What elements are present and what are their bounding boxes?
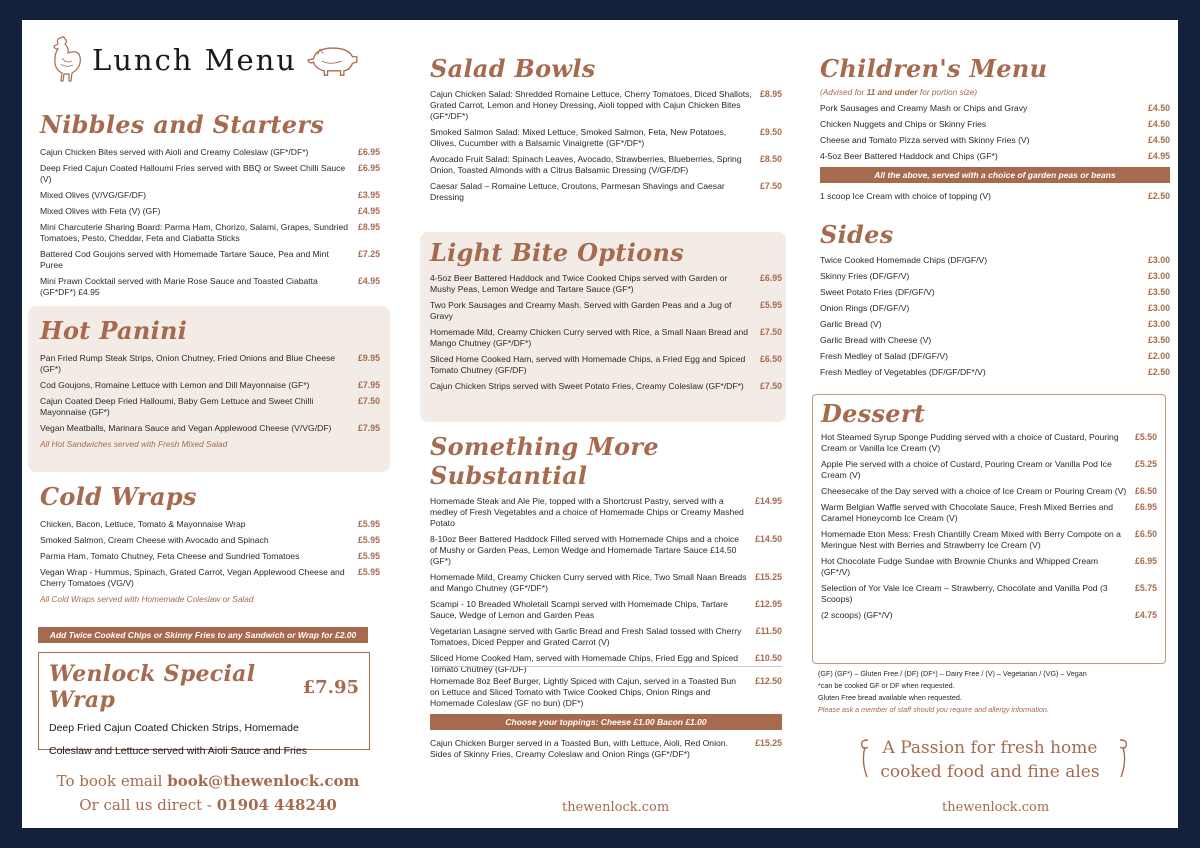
list-item: Garlic Bread with Cheese (V) £3.50: [820, 335, 1170, 345]
page-title: Lunch Menu: [92, 43, 297, 77]
children-advice: (Advised for 11 and under for portion size): [820, 87, 978, 97]
list-item: Battered Cod Goujons served with Homemade Tartare Sauce, Pea and Mint Puree £7.25: [40, 249, 380, 270]
list-item: Sliced Home Cooked Ham, served with Homemade Chips, a Fried Egg and Spiced Tomato Chutney (GF/DF) £6.50: [430, 354, 782, 375]
list-item: Onion Rings (DF/GF/V) £3.00: [820, 303, 1170, 313]
light-bite-section: [430, 238, 782, 397]
wraps-band: Add Twice Cooked Chips or Skinny Fries to any Sandwich or Wrap for £2.00: [38, 627, 368, 643]
list-item: Smoked Salmon Salad: Mixed Lettuce, Smoked Salmon, Feta, New Potatoes, Olives, Cucumber with a Balsamic Vinaigrette (GF*/DF*) £9.50: [430, 127, 782, 148]
list-item: Homemade Eton Mess: Fresh Chantilly Cream Mixed with Berry Compote on a Meringue Nest with Berries and Strawberry Ice Cream (V) £6.50: [821, 529, 1157, 550]
special-heading: Wenlock Special Wrap: [49, 661, 256, 713]
list-item: Cajun Chicken Salad: Shredded Romaine Lettuce, Cherry Tomatoes, Diced Shallots, Grated Carrot, Lemon and Honey Dressing, Aioli topped with Cajun Chicken Bites (GF*/DF*) £8.95: [430, 89, 782, 121]
list-item: 4-5oz Beer Battered Haddock and Twice Cooked Chips served with Garden or Mushy Peas, Lemon Wedge and Tartare Sauce (GF*) £6.95: [430, 273, 782, 294]
pig-icon: [307, 43, 359, 77]
list-item: Homemade 8oz Beef Burger, Lightly Spiced with Cajun, served in a Toasted Bun on Lettuce and Sliced Tomato with Twice Cooked Chips, Onion Rings and Homemade Coleslaw (GF no bun) (DF*) £12.50: [430, 676, 782, 708]
nibbles-section: [40, 110, 380, 303]
list-item: 1 scoop Ice Cream with choice of topping (V) £2.50: [820, 191, 1170, 201]
list-item: Cheese and Tomato Pizza served with Skinny Fries (V) £4.50: [820, 135, 1170, 145]
dessert-box: [812, 394, 1166, 664]
list-item: Cajun Coated Deep Fried Halloumi, Baby Gem Lettuce and Sweet Chilli Mayonnaise (GF*) £7.50: [40, 396, 380, 417]
booking-email-line: To book email book@thewenlock.com: [56, 772, 360, 790]
list-item: Vegan Meatballs, Marinara Sauce and Vegan Applewood Cheese (V/VG/DF) £7.95: [40, 423, 380, 433]
list-item: Fresh Medley of Vegetables (DF/GF/DF*/V) £2.50: [820, 367, 1170, 377]
list-item: (2 scoops) (GF*/V) £4.75: [821, 610, 1157, 620]
chicken-icon: [46, 36, 82, 84]
list-item: Chicken, Bacon, Lettuce, Tomato & Mayonnaise Wrap £5.95: [40, 519, 380, 529]
menu-title: [46, 36, 359, 84]
list-item: Mixed Olives with Feta (V) (GF) £4.95: [40, 206, 380, 216]
list-item: Apple Pie served with a choice of Custard, Pouring Cream or Vanilla Pod Ice Cream (V) £5.25: [821, 459, 1157, 480]
list-item: Mixed Olives (V/VG/GF/DF) £3.95: [40, 190, 380, 200]
salads-section: [430, 54, 782, 208]
list-item: Garlic Bread (V) £3.00: [820, 319, 1170, 329]
list-item: Mini Charcuterie Sharing Board: Parma Ham, Chorizo, Salami, Grapes, Sundried Tomatoes, Pesto, Cheddar, Feta and Ciabatta Sticks £8.95: [40, 222, 380, 243]
list-item: Cajun Chicken Bites served with Aioli and Creamy Coleslaw (GF*/DF*) £6.95: [40, 147, 380, 157]
substantial-heading: Something More Substantial: [430, 432, 659, 490]
dessert-heading: Dessert: [821, 399, 926, 428]
list-item: Homemade Steak and Ale Pie, topped with a Shortcrust Pastry, served with a medley of Fresh Vegetables and a choice of Homemade Chips or Creamy Mashed Potato £14.95: [430, 496, 782, 528]
list-item: Mini Prawn Cocktail served with Marie Rose Sauce and Toasted Ciabatta (GF*DF*) £4.95 £4.95: [40, 276, 380, 297]
list-item: Cod Goujons, Romaine Lettuce with Lemon and Dill Mayonnaise (GF*) £7.95: [40, 380, 380, 390]
list-item: Sweet Potato Fries (DF/GF/V) £3.50: [820, 287, 1170, 297]
list-item: Cajun Chicken Strips served with Sweet Potato Fries, Creamy Coleslaw (GF*/DF*) £7.50: [430, 381, 782, 391]
wraps-section: [40, 482, 380, 608]
list-item: Vegan Wrap - Hummus, Spinach, Grated Carrot, Vegan Applewood Cheese and Cherry Tomatoes (VG/V) £5.95: [40, 567, 380, 588]
column-left: [22, 20, 394, 828]
flourish-right-icon: [1114, 736, 1132, 780]
list-item: Scampi - 10 Breaded Wholetail Scampi served with Homemade Chips, Tartare Sauce, Wedge of Lemon and Garden Peas £12.95: [430, 599, 782, 620]
light-bite-heading: Light Bite Options: [430, 238, 685, 267]
list-item: Hot Steamed Syrup Sponge Pudding served with a choice of Custard, Pouring Cream or Vanilla Ice Cream (V) £5.50: [821, 432, 1157, 453]
toppings-band: Choose your toppings: Cheese £1.00 Bacon £1.00: [430, 714, 782, 730]
divider: [430, 666, 782, 667]
list-item: Smoked Salmon, Cream Cheese with Avocado and Spinach £5.95: [40, 535, 380, 545]
tagline: A Passion for fresh home cooked food and fine ales: [880, 738, 1100, 782]
substantial-section: [430, 432, 782, 680]
panini-section: [40, 316, 380, 453]
sides-heading: Sides: [820, 220, 894, 249]
children-band: All the above, served with a choice of garden peas or beans: [820, 167, 1170, 183]
list-item: Twice Cooked Homemade Chips (DF/GF/V) £3.00: [820, 255, 1170, 265]
children-heading: Children's Menu: [820, 54, 1048, 83]
wraps-note: All Cold Wraps served with Homemade Coleslaw or Salad: [40, 594, 254, 604]
list-item: Skinny Fries (DF/GF/V) £3.00: [820, 271, 1170, 281]
site-link-right[interactable]: thewenlock.com: [942, 800, 1050, 815]
list-item: Sliced Home Cooked Ham, served with Homemade Chips, Fried Egg and Spiced Tomato Chutney (GF/DF) £10.50: [430, 653, 782, 674]
list-item: Deep Fried Cajun Coated Halloumi Fries served with BBQ or Sweet Chilli Sauce (V) £6.95: [40, 163, 380, 184]
list-item: Avocado Fruit Salad: Spinach Leaves, Avocado, Strawberries, Blueberries, Spring Onion, Toasted Almonds with a Citrus Balsamic Dressing (V/GF/DF) £8.50: [430, 154, 782, 175]
special-line-2: Coleslaw and Lettuce served with Aioli Sauce and Fries: [49, 745, 307, 757]
salads-heading: Salad Bowls: [430, 54, 596, 83]
panini-note: All Hot Sandwiches served with Fresh Mixed Salad: [40, 439, 228, 449]
list-item: 4-5oz Beer Battered Haddock and Chips (GF*) £4.95: [820, 151, 1170, 161]
special-line-1: Deep Fried Cajun Coated Chicken Strips, Homemade: [49, 722, 299, 734]
column-middle: [412, 20, 794, 828]
wraps-heading: Cold Wraps: [40, 482, 197, 511]
menu-page: [22, 20, 1178, 828]
list-item: Selection of Yor Vale Ice Cream – Strawberry, Chocolate and Vanilla Pod (3 Scoops) £5.75: [821, 583, 1157, 604]
list-item: Pan Fried Rump Steak Strips, Onion Chutney, Fried Onions and Blue Cheese (GF*) £9.95: [40, 353, 380, 374]
special-wrap-box: [38, 652, 370, 757]
list-item: Fresh Medley of Salad (DF/GF/V) £2.00: [820, 351, 1170, 361]
children-section: [820, 54, 1170, 207]
list-item: Cajun Chicken Burger served in a Toasted Bun, with Lettuce, Aioli, Red Onion. Sides of Skinny Fries, Creamy Coleslaw and Onion Rings (GF*/DF*) £15.25: [430, 738, 782, 759]
list-item: Homemade Mild, Creamy Chicken Curry served with Rice, Two Small Naan Breads and Mango Chutney (GF*/DF*) £15.25: [430, 572, 782, 593]
list-item: Warm Belgian Waffle served with Chocolate Sauce, Fresh Mixed Berries and Caramel Honeycomb Ice Cream (V) £6.95: [821, 502, 1157, 523]
list-item: Chicken Nuggets and Chips or Skinny Fries £4.50: [820, 119, 1170, 129]
list-item: Cheesecake of the Day served with a choice of Ice Cream or Pouring Cream (V) £6.50: [821, 486, 1157, 496]
special-price: £7.95: [302, 676, 359, 698]
list-item: Vegetarian Lasagne served with Garlic Bread and Fresh Salad tossed with Cherry Tomatoes, Diced Pepper and Grated Carrot (V) £11.50: [430, 626, 782, 647]
panini-heading: Hot Panini: [40, 316, 188, 345]
list-item: Caesar Salad – Romaine Lettuce, Croutons, Parmesan Shavings and Caesar Dressing £7.50: [430, 181, 782, 202]
sides-section: [820, 220, 1170, 383]
booking-phone[interactable]: 01904 448240: [216, 796, 337, 814]
dietary-legend: (GF) (GF*) – Gluten Free / (DF) (DF*) – Dairy Free / (V) – Vegetarian / (VG) – Vegan *can be cooked GF or DF when requested. Gluten Free bread available when requested. Please ask a member of staff should you require and allergy information.: [818, 669, 1087, 714]
list-item: Pork Sausages and Creamy Mash or Chips and Gravy £4.50: [820, 103, 1170, 113]
nibbles-heading: Nibbles and Starters: [40, 110, 325, 139]
booking-email[interactable]: book@thewenlock.com: [167, 772, 360, 790]
booking-phone-line: Or call us direct - 01904 448240: [79, 796, 337, 814]
site-link-middle[interactable]: thewenlock.com: [562, 800, 670, 815]
list-item: Homemade Mild, Creamy Chicken Curry served with Rice, a Small Naan Bread and Mango Chutney (GF*/DF*) £7.50: [430, 327, 782, 348]
list-item: Hot Chocolate Fudge Sundae with Brownie Chunks and Whipped Cream (GF*/V) £6.95: [821, 556, 1157, 577]
list-item: 8-10oz Beer Battered Haddock Filled served with Homemade Chips and a choice of Mushy or Garden Peas, Lemon Wedge and Homemade Tartare Sauce £14.50 (GF*) £14.50: [430, 534, 782, 566]
burger-block: [430, 676, 782, 765]
list-item: Parma Ham, Tomato Chutney, Feta Cheese and Sundried Tomatoes £5.95: [40, 551, 380, 561]
column-right: [802, 20, 1178, 828]
list-item: Two Pork Sausages and Creamy Mash. Served with Garden Peas and a Jug of Gravy £5.95: [430, 300, 782, 321]
